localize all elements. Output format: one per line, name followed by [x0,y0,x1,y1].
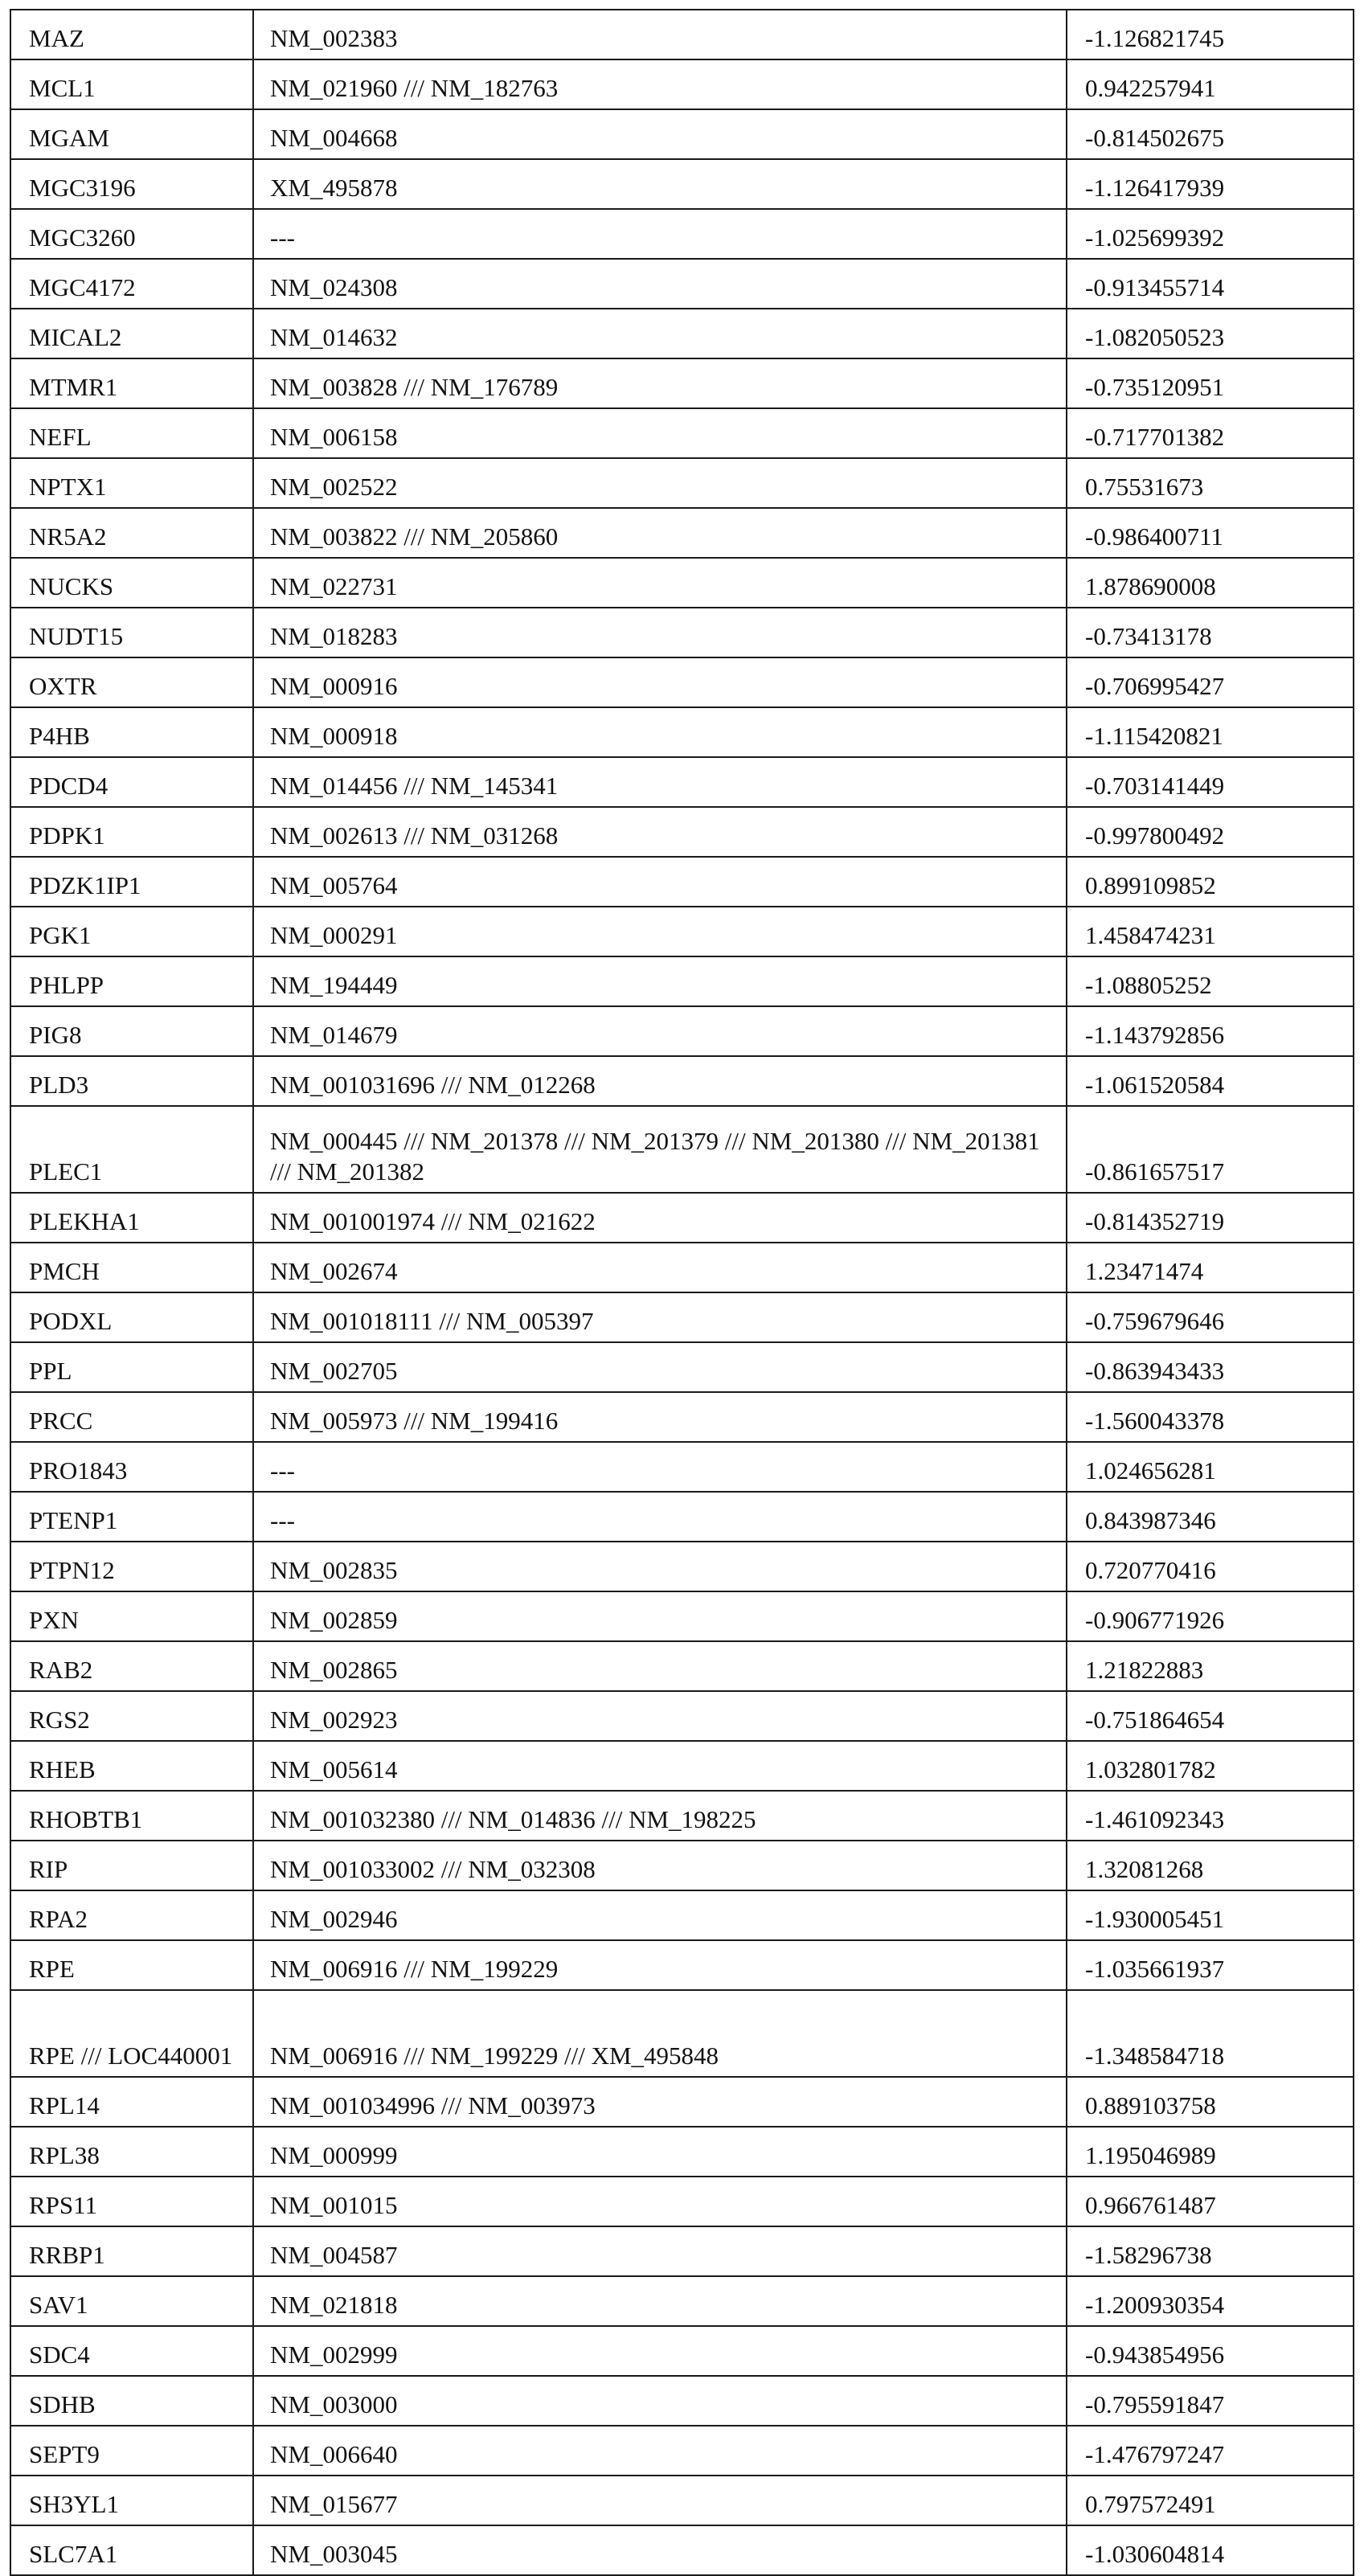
accession-cell: NM_002923 [253,1691,1067,1741]
accession-cell: NM_002705 [253,1342,1067,1392]
value-cell: -0.997800492 [1067,807,1354,857]
table-row [10,1193,1354,1243]
value-cell: -0.906771926 [1067,1591,1354,1641]
gene-symbol-cell: MGC4172 [10,259,253,309]
table-row [10,2376,1354,2426]
value-cell: 1.32081268 [1067,1841,1354,1890]
accession-cell: NM_021960 /// NM_182763 [253,59,1067,109]
gene-expression-table [10,9,1354,2576]
table-row [10,2127,1354,2177]
accession-cell: NM_002865 [253,1641,1067,1691]
table-row [10,1342,1354,1392]
value-cell: -1.476797247 [1067,2426,1354,2476]
gene-symbol-cell: PRCC [10,1392,253,1442]
table-row [10,608,1354,657]
table-row [10,458,1354,508]
accession-cell: NM_006640 [253,2426,1067,2476]
table-row [10,1442,1354,1492]
accession-cell: NM_002383 [253,10,1067,59]
value-cell: -1.58296738 [1067,2226,1354,2276]
accession-cell: --- [253,1442,1067,1492]
value-cell: -0.943854956 [1067,2326,1354,2376]
gene-symbol-cell: NEFL [10,408,253,458]
table-row [10,1841,1354,1890]
value-cell: -1.115420821 [1067,707,1354,757]
accession-cell: NM_001032380 /// NM_014836 /// NM_198225 [253,1791,1067,1841]
accession-cell: NM_002859 [253,1591,1067,1641]
table-row [10,1542,1354,1591]
table-row [10,2226,1354,2276]
gene-symbol-cell: RHEB [10,1741,253,1791]
accession-cell: --- [253,209,1067,259]
value-cell: 0.889103758 [1067,2077,1354,2127]
gene-symbol-cell: PXN [10,1591,253,1641]
gene-symbol-cell: PDZK1IP1 [10,857,253,907]
accession-cell: NM_002674 [253,1243,1067,1292]
table-row [10,1292,1354,1342]
value-cell: 1.21822883 [1067,1641,1354,1691]
table-row [10,2276,1354,2326]
accession-cell: NM_021818 [253,2276,1067,2326]
table-row [10,309,1354,358]
accession-cell: NM_194449 [253,956,1067,1006]
gene-symbol-cell: RPE [10,1940,253,1990]
table-row [10,1243,1354,1292]
value-cell: -0.913455714 [1067,259,1354,309]
table-row [10,159,1354,209]
value-cell: 1.024656281 [1067,1442,1354,1492]
gene-symbol-cell: RIP [10,1841,253,1890]
accession-cell: NM_001031696 /// NM_012268 [253,1056,1067,1106]
table-row [10,956,1354,1006]
table-row [10,259,1354,309]
table-row [10,1392,1354,1442]
value-cell: 0.720770416 [1067,1542,1354,1591]
value-cell: -0.814502675 [1067,109,1354,159]
accession-cell: NM_006158 [253,408,1067,458]
accession-cell: NM_002613 /// NM_031268 [253,807,1067,857]
gene-symbol-cell: PTENP1 [10,1492,253,1542]
gene-symbol-cell: PLD3 [10,1056,253,1106]
accession-cell: NM_003822 /// NM_205860 [253,508,1067,558]
value-cell: -1.025699392 [1067,209,1354,259]
accession-cell: NM_005614 [253,1741,1067,1791]
accession-cell: NM_001001974 /// NM_021622 [253,1193,1067,1243]
accession-cell: NM_014456 /// NM_145341 [253,757,1067,807]
table-row [10,109,1354,159]
gene-symbol-cell: PLEC1 [10,1106,253,1193]
value-cell: -0.986400711 [1067,508,1354,558]
table-row [10,59,1354,109]
value-cell: -0.735120951 [1067,358,1354,408]
gene-symbol-cell: RPL38 [10,2127,253,2177]
value-cell: -1.08805252 [1067,956,1354,1006]
value-cell: -0.861657517 [1067,1106,1354,1193]
value-cell: -1.348584718 [1067,1990,1354,2077]
gene-symbol-cell: PGK1 [10,907,253,956]
accession-cell: NM_000918 [253,707,1067,757]
table-row [10,1691,1354,1741]
table-row [10,1641,1354,1691]
gene-symbol-cell: PRO1843 [10,1442,253,1492]
gene-symbol-cell: P4HB [10,707,253,757]
table-row [10,1741,1354,1791]
value-cell: 0.843987346 [1067,1492,1354,1542]
value-cell: 0.797572491 [1067,2476,1354,2525]
accession-cell: NM_000291 [253,907,1067,956]
accession-cell: NM_014632 [253,309,1067,358]
value-cell: -1.035661937 [1067,1940,1354,1990]
accession-cell: NM_006916 /// NM_199229 [253,1940,1067,1990]
value-cell: -1.200930354 [1067,2276,1354,2326]
gene-symbol-cell: SEPT9 [10,2426,253,2476]
value-cell: 0.75531673 [1067,458,1354,508]
value-cell: -0.703141449 [1067,757,1354,807]
accession-cell: NM_005764 [253,857,1067,907]
value-cell: -0.863943433 [1067,1342,1354,1392]
gene-symbol-cell: MAZ [10,10,253,59]
accession-cell: NM_000916 [253,657,1067,707]
value-cell: -1.126821745 [1067,10,1354,59]
gene-symbol-cell: MGAM [10,109,253,159]
value-cell: 1.23471474 [1067,1243,1354,1292]
value-cell: -1.126417939 [1067,159,1354,209]
accession-cell: NM_001018111 /// NM_005397 [253,1292,1067,1342]
value-cell: 1.195046989 [1067,2127,1354,2177]
table-body [10,10,1354,2575]
value-cell: -0.717701382 [1067,408,1354,458]
gene-symbol-cell: RPL14 [10,2077,253,2127]
accession-cell: NM_001033002 /// NM_032308 [253,1841,1067,1890]
gene-symbol-cell: PPL [10,1342,253,1392]
value-cell: 1.458474231 [1067,907,1354,956]
table-row [10,2476,1354,2525]
accession-cell: NM_000445 /// NM_201378 /// NM_201379 /// NM_201380 /// NM_201381 /// NM_201382 [253,1106,1067,1193]
table-row [10,1492,1354,1542]
gene-symbol-cell: MGC3260 [10,209,253,259]
table-row [10,2326,1354,2376]
table-row [10,707,1354,757]
table-row [10,558,1354,608]
table-row [10,1791,1354,1841]
gene-symbol-cell: NR5A2 [10,508,253,558]
table-row [10,907,1354,956]
value-cell: -1.930005451 [1067,1890,1354,1940]
value-cell: 1.032801782 [1067,1741,1354,1791]
gene-symbol-cell: MCL1 [10,59,253,109]
gene-symbol-cell: RAB2 [10,1641,253,1691]
accession-cell: NM_002999 [253,2326,1067,2376]
gene-symbol-cell: PTPN12 [10,1542,253,1591]
value-cell: 0.942257941 [1067,59,1354,109]
gene-symbol-cell: NUCKS [10,558,253,608]
table-row [10,1990,1354,2077]
gene-symbol-cell: RPE /// LOC440001 [10,1990,253,2077]
gene-symbol-cell: PMCH [10,1243,253,1292]
gene-symbol-cell: RPA2 [10,1890,253,1940]
accession-cell: NM_015677 [253,2476,1067,2525]
accession-cell: XM_495878 [253,159,1067,209]
gene-symbol-cell: RRBP1 [10,2226,253,2276]
value-cell: -1.061520584 [1067,1056,1354,1106]
gene-symbol-cell: PIG8 [10,1006,253,1056]
table-row [10,508,1354,558]
table-row [10,807,1354,857]
value-cell: -1.082050523 [1067,309,1354,358]
accession-cell: NM_005973 /// NM_199416 [253,1392,1067,1442]
accession-cell: --- [253,1492,1067,1542]
value-cell: -0.751864654 [1067,1691,1354,1741]
gene-symbol-cell: PDPK1 [10,807,253,857]
gene-symbol-cell: MGC3196 [10,159,253,209]
table-row [10,1106,1354,1193]
accession-cell: NM_018283 [253,608,1067,657]
table-row [10,1006,1354,1056]
gene-symbol-cell: SDC4 [10,2326,253,2376]
gene-symbol-cell: PDCD4 [10,757,253,807]
table-row [10,2077,1354,2127]
table-row [10,857,1354,907]
accession-cell: NM_004587 [253,2226,1067,2276]
table-row [10,2177,1354,2226]
gene-symbol-cell: NUDT15 [10,608,253,657]
accession-cell: NM_002835 [253,1542,1067,1591]
table-row [10,1890,1354,1940]
gene-symbol-cell: RGS2 [10,1691,253,1741]
value-cell: 0.899109852 [1067,857,1354,907]
accession-cell: NM_014679 [253,1006,1067,1056]
gene-symbol-cell: SLC7A1 [10,2525,253,2575]
accession-cell: NM_003828 /// NM_176789 [253,358,1067,408]
table-row [10,1056,1354,1106]
value-cell: -1.143792856 [1067,1006,1354,1056]
accession-cell: NM_000999 [253,2127,1067,2177]
gene-symbol-cell: PODXL [10,1292,253,1342]
accession-cell: NM_001034996 /// NM_003973 [253,2077,1067,2127]
gene-symbol-cell: NPTX1 [10,458,253,508]
table-row [10,1940,1354,1990]
accession-cell: NM_004668 [253,109,1067,159]
accession-cell: NM_022731 [253,558,1067,608]
gene-symbol-cell: PHLPP [10,956,253,1006]
accession-cell: NM_002946 [253,1890,1067,1940]
value-cell: 1.878690008 [1067,558,1354,608]
gene-symbol-cell: SDHB [10,2376,253,2426]
gene-symbol-cell: OXTR [10,657,253,707]
table-row [10,2426,1354,2476]
table-row [10,2525,1354,2575]
table-row [10,408,1354,458]
accession-cell: NM_003045 [253,2525,1067,2575]
table-row [10,757,1354,807]
gene-symbol-cell: PLEKHA1 [10,1193,253,1243]
value-cell: -0.814352719 [1067,1193,1354,1243]
table-row [10,209,1354,259]
accession-cell: NM_003000 [253,2376,1067,2426]
value-cell: -0.795591847 [1067,2376,1354,2426]
accession-cell: NM_002522 [253,458,1067,508]
accession-cell: NM_024308 [253,259,1067,309]
gene-symbol-cell: MICAL2 [10,309,253,358]
value-cell: -0.73413178 [1067,608,1354,657]
value-cell: -1.461092343 [1067,1791,1354,1841]
value-cell: -1.030604814 [1067,2525,1354,2575]
gene-symbol-cell: RPS11 [10,2177,253,2226]
gene-symbol-cell: RHOBTB1 [10,1791,253,1841]
value-cell: -0.706995427 [1067,657,1354,707]
table-row [10,10,1354,59]
table-row [10,1591,1354,1641]
table-row [10,657,1354,707]
value-cell: 0.966761487 [1067,2177,1354,2226]
value-cell: -0.759679646 [1067,1292,1354,1342]
accession-cell: NM_001015 [253,2177,1067,2226]
gene-symbol-cell: MTMR1 [10,358,253,408]
gene-symbol-cell: SAV1 [10,2276,253,2326]
table-row [10,358,1354,408]
gene-symbol-cell: SH3YL1 [10,2476,253,2525]
value-cell: -1.560043378 [1067,1392,1354,1442]
accession-cell: NM_006916 /// NM_199229 /// XM_495848 [253,1990,1067,2077]
